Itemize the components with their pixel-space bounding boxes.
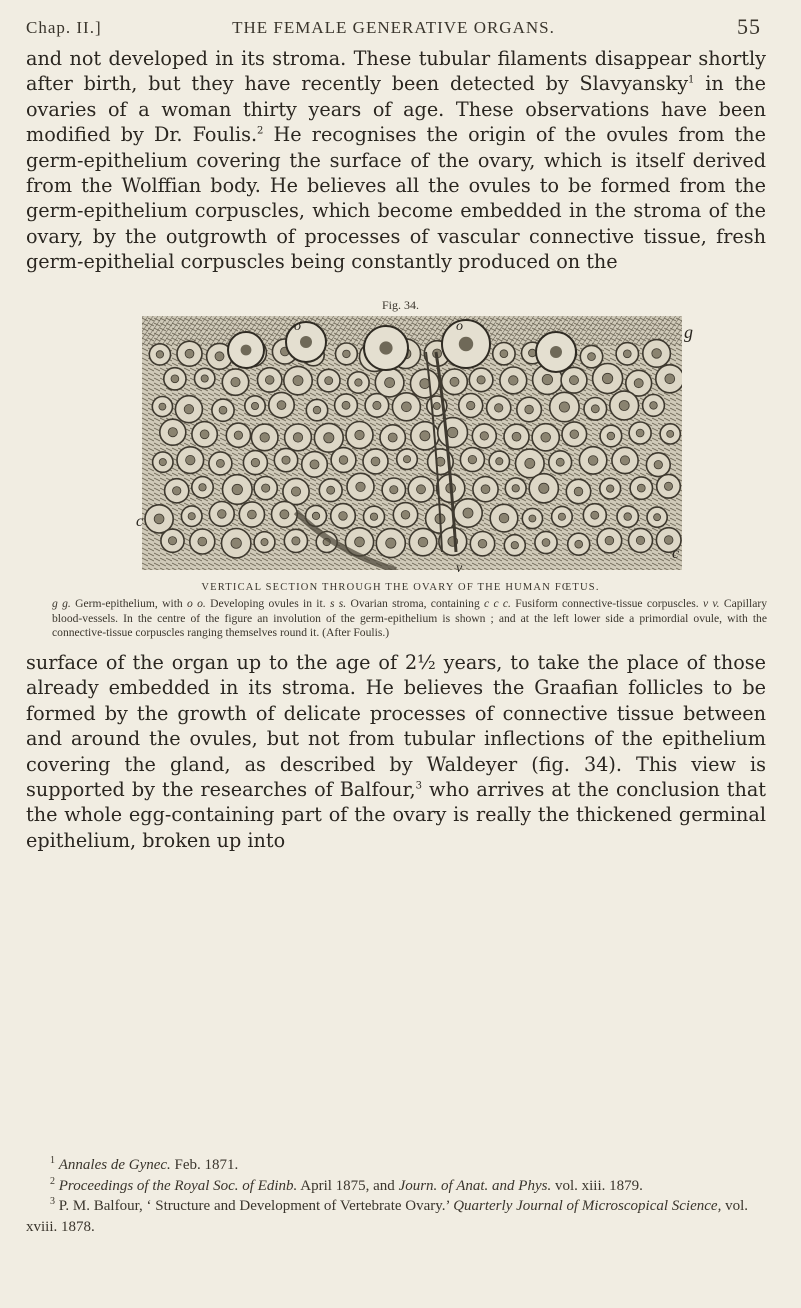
letter-o-2: o — [456, 319, 463, 334]
ovule-nucleus — [636, 536, 644, 544]
paragraph-1-part-2: in the ovaries of a woman thirty years of age. These observations have been modified by Dr. Foulis. — [26, 72, 766, 147]
ovule-nucleus — [607, 485, 614, 492]
ovary-section-illustration — [136, 312, 706, 574]
ovule-nucleus — [292, 537, 300, 545]
figure-body — [142, 316, 684, 570]
ovule-nucleus — [185, 349, 194, 358]
ovule-nucleus — [200, 430, 209, 439]
ovule-nucleus — [386, 538, 396, 548]
ovule-nucleus — [481, 485, 490, 494]
ovule-nucleus — [447, 427, 457, 437]
ovule-nucleus — [512, 432, 521, 441]
ovule-nucleus — [312, 512, 319, 519]
large-ovule-nucleus — [241, 345, 252, 356]
ovule-nucleus — [529, 515, 536, 522]
ovule-nucleus — [385, 378, 395, 388]
footnote-2 — [26, 1176, 766, 1197]
ovule-nucleus — [634, 379, 643, 388]
ovule-nucleus — [370, 513, 377, 520]
ovule-nucleus — [541, 433, 551, 443]
letter-o-1: o — [294, 319, 301, 334]
ovule-nucleus — [495, 404, 503, 412]
ovule-nucleus — [570, 430, 579, 439]
chapter-label: Chap. II.] — [26, 18, 102, 37]
ovule-nucleus — [234, 431, 242, 439]
ovule-nucleus — [401, 511, 410, 520]
ovule-nucleus — [231, 378, 240, 387]
ovule-nucleus — [291, 487, 300, 496]
footnote-1-number: 1 — [50, 1155, 55, 1166]
ovule-nucleus — [575, 540, 583, 548]
ovule-nucleus — [480, 432, 488, 440]
footnotes — [26, 1155, 766, 1237]
ovule-nucleus — [402, 402, 412, 412]
ovule-nucleus — [512, 485, 519, 492]
ovule-nucleus — [184, 405, 193, 414]
footnote-2-date: April 1875, and — [297, 1177, 399, 1194]
ovule-nucleus — [356, 482, 365, 491]
ovule-nucleus — [188, 513, 195, 520]
ovule-nucleus — [559, 402, 569, 412]
ovule-nucleus — [282, 456, 290, 464]
figure-caption — [52, 597, 767, 641]
caption-text-o: Developing ovules in it. — [205, 597, 330, 610]
ovule-nucleus — [327, 486, 335, 494]
ovule-nucleus — [313, 406, 321, 414]
ovule-nucleus — [324, 433, 334, 443]
ovule-nucleus — [664, 482, 672, 490]
ovule-nucleus — [636, 429, 644, 437]
ovule-nucleus — [280, 510, 289, 519]
ovule-nucleus — [417, 485, 426, 494]
ovule-nucleus — [620, 456, 629, 465]
ovule-nucleus — [605, 536, 614, 545]
letter-g: g — [684, 322, 693, 342]
paragraph-2 — [26, 650, 766, 853]
ovule-nucleus — [467, 401, 475, 409]
footnote-2-source-2: Journ. of Anat. and Phys. — [398, 1177, 552, 1194]
ovule-nucleus — [310, 460, 319, 469]
ovule-nucleus — [539, 483, 549, 493]
ovule-nucleus — [542, 539, 550, 547]
footnote-3-number: 3 — [50, 1196, 55, 1207]
paragraph-1 — [26, 46, 766, 275]
ovule-nucleus — [218, 510, 227, 519]
ovule-nucleus — [293, 376, 303, 386]
ovule-nucleus — [339, 456, 348, 465]
ovule-nucleus — [171, 375, 179, 383]
ovule-nucleus — [261, 539, 268, 546]
footnote-2-volume: vol. xiii. 1879. — [551, 1177, 643, 1194]
ovule-nucleus — [652, 349, 662, 359]
ovule-nucleus — [232, 484, 242, 494]
ovule-nucleus — [277, 401, 286, 410]
ovule-nucleus — [355, 430, 364, 439]
ovule-nucleus — [262, 484, 270, 492]
ovule-nucleus — [664, 536, 673, 545]
letter-c-2: c — [672, 545, 680, 562]
figure-title: VERTICAL SECTION THROUGH THE OVARY OF THE HUMAN FŒTUS. — [201, 582, 600, 593]
footnote-3 — [26, 1196, 766, 1237]
footnote-2-number: 2 — [50, 1175, 55, 1187]
ovule-nucleus — [588, 353, 596, 361]
footnote-2-source-1: Proceedings of the Royal Soc. of Edinb. — [58, 1177, 298, 1194]
ovule-nucleus — [248, 510, 257, 519]
caption-key-c: c c c. — [484, 597, 511, 610]
ovule-nucleus — [343, 350, 351, 358]
ovule-nucleus — [654, 514, 661, 521]
ovule-nucleus — [325, 377, 333, 385]
ovule-nucleus — [371, 457, 380, 466]
ovule-nucleus — [173, 487, 181, 495]
ovule-nucleus — [602, 373, 612, 383]
ovule-nucleus — [231, 538, 241, 548]
ovule-nucleus — [199, 484, 206, 491]
large-ovule-nucleus — [550, 346, 562, 358]
ovule-nucleus — [198, 537, 207, 546]
ovule-nucleus — [637, 484, 645, 492]
ovule-nucleus — [373, 401, 381, 409]
paragraph-2-part-1: surface of the organ up to the age of 2½ years, to take the place of those already embedded in its stroma. He believes the Graafian follicles to be formed by the growth of delicate processes of connective tissue between and around the ovules, but not from tubular inflections of the epithelium covering the gland, as described by Waldeyer (fig. 34). This view is supported by the researches of Balfour, — [26, 651, 766, 802]
ovule-nucleus — [355, 379, 362, 386]
caption-key-v: v v. — [702, 597, 720, 610]
ovule-nucleus — [542, 374, 552, 384]
ovule-nucleus — [468, 455, 476, 463]
ovule-nucleus — [499, 513, 509, 523]
ovule-nucleus — [623, 350, 631, 358]
figure-label: Fig. 34. — [381, 298, 419, 312]
ovule-nucleus — [339, 512, 348, 521]
ovule-nucleus — [525, 405, 534, 414]
ovule-nucleus — [168, 537, 176, 545]
ovule-nucleus — [418, 537, 428, 547]
ovule-nucleus — [355, 537, 365, 547]
ovule-nucleus — [509, 376, 518, 385]
ovule-nucleus — [619, 401, 629, 411]
ovule-nucleus — [511, 542, 518, 549]
caption-key-g: g g. — [52, 597, 71, 610]
ovule-nucleus — [556, 458, 564, 466]
ovule-nucleus — [450, 377, 459, 386]
letter-c-1: c — [136, 513, 144, 530]
large-ovule-nucleus — [379, 341, 392, 354]
paragraph-1-part-1: and not developed in its stroma. These tubular filaments disappear shortly after birth, but they have recently been detected by Slavyansky — [26, 47, 766, 96]
ovule-nucleus — [591, 405, 599, 413]
ovule-nucleus — [342, 401, 350, 409]
running-header — [26, 14, 761, 42]
ovule-nucleus — [665, 374, 675, 384]
footnote-ref-1: 1 — [688, 75, 695, 87]
ovule-nucleus — [159, 403, 166, 410]
ovule-nucleus — [574, 487, 583, 496]
ovule-nucleus — [251, 458, 259, 466]
ovule-nucleus — [558, 513, 565, 520]
footnote-3-source: Quarterly Journal of Microscopical Science, — [453, 1198, 722, 1214]
ovule-nucleus — [570, 376, 579, 385]
ovule-nucleus — [388, 433, 397, 442]
ovule-nucleus — [591, 511, 599, 519]
footnote-3-author: P. M. Balfour, ‘ Structure and Development of Vertebrate Ovary.’ — [55, 1198, 454, 1214]
footnote-1 — [26, 1155, 766, 1176]
ovule-nucleus — [477, 376, 485, 384]
ovule-nucleus — [607, 432, 615, 440]
ovule-nucleus — [433, 403, 440, 410]
ovule-nucleus — [186, 455, 195, 464]
ovule-nucleus — [500, 350, 508, 358]
ovule-nucleus — [201, 375, 208, 382]
ovule-nucleus — [478, 539, 487, 548]
ovule-nucleus — [654, 461, 662, 469]
ovule-nucleus — [420, 431, 430, 441]
ovule-nucleus — [667, 430, 674, 437]
ovule-nucleus — [624, 513, 632, 521]
ovule-nucleus — [496, 458, 503, 465]
running-title: THE FEMALE GENERATIVE ORGANS. — [232, 18, 555, 37]
ovule-nucleus — [390, 486, 398, 494]
ovule-nucleus — [159, 459, 166, 466]
ovule-nucleus — [251, 402, 258, 409]
ovule-nucleus — [293, 433, 302, 442]
ovule-nucleus — [168, 428, 177, 437]
ovule-nucleus — [215, 352, 224, 361]
footnote-3-volume: vol. xviii. 1878. — [26, 1198, 748, 1235]
footnote-ref-3: 3 — [415, 780, 422, 792]
paragraph-1-part-3: He recognises the origin of the ovules from the germ-epithelium covering the surface of the ovary, which is itself derived from the Wolffian body. He believes all the ovules to be formed from the germ-epithelium corpuscles, which become embedded in the stroma of the ovary, by the outgrowth of processes of vascular connective tissue, fresh germ-epithelial corpuscles being constantly produced on the — [26, 123, 766, 274]
ovule-nucleus — [216, 459, 224, 467]
caption-text-s: Ovarian stroma, containing — [346, 597, 485, 610]
letter-v: v — [456, 561, 463, 574]
large-ovule-nucleus — [300, 336, 312, 348]
footnote-ref-2: 2 — [257, 125, 264, 137]
page-number: 55 — [737, 14, 761, 39]
footnote-1-date: Feb. 1871. — [170, 1157, 239, 1173]
large-ovule-nucleus — [459, 337, 473, 351]
caption-text-g: Germ-epithelium, with — [70, 597, 187, 610]
paragraph-2-part-2: who arrives at the conclusion that the whole egg-containing part of the ovary is really the thickened germinal epithelium, broken up into — [26, 778, 766, 852]
footnote-1-source: Annales de Gynec. — [58, 1157, 171, 1173]
caption-text-c: Fusiform connective-tissue corpuscles. — [510, 597, 703, 610]
caption-key-s: s s. — [329, 597, 347, 610]
ovule-nucleus — [403, 456, 410, 463]
ovule-nucleus — [463, 508, 473, 518]
ovule-nucleus — [265, 376, 274, 385]
ovule-nucleus — [529, 349, 537, 357]
ovule-nucleus — [650, 402, 658, 410]
ovule-nucleus — [154, 514, 164, 524]
ovule-nucleus — [219, 406, 227, 414]
ovule-nucleus — [525, 458, 535, 468]
ovule-nucleus — [260, 433, 269, 442]
caption-key-o: o o. — [187, 597, 206, 610]
ovule-nucleus — [588, 456, 598, 466]
ovule-nucleus — [156, 351, 163, 358]
caption-text-v: Capillary blood-vessels. In the centre of the figure an involution of the germ-epithelium is shown ; and at the left lower side a primordial ovule, with the connective-tissue corpuscles ranging themselves round it. (After Foulis.) — [52, 597, 768, 639]
